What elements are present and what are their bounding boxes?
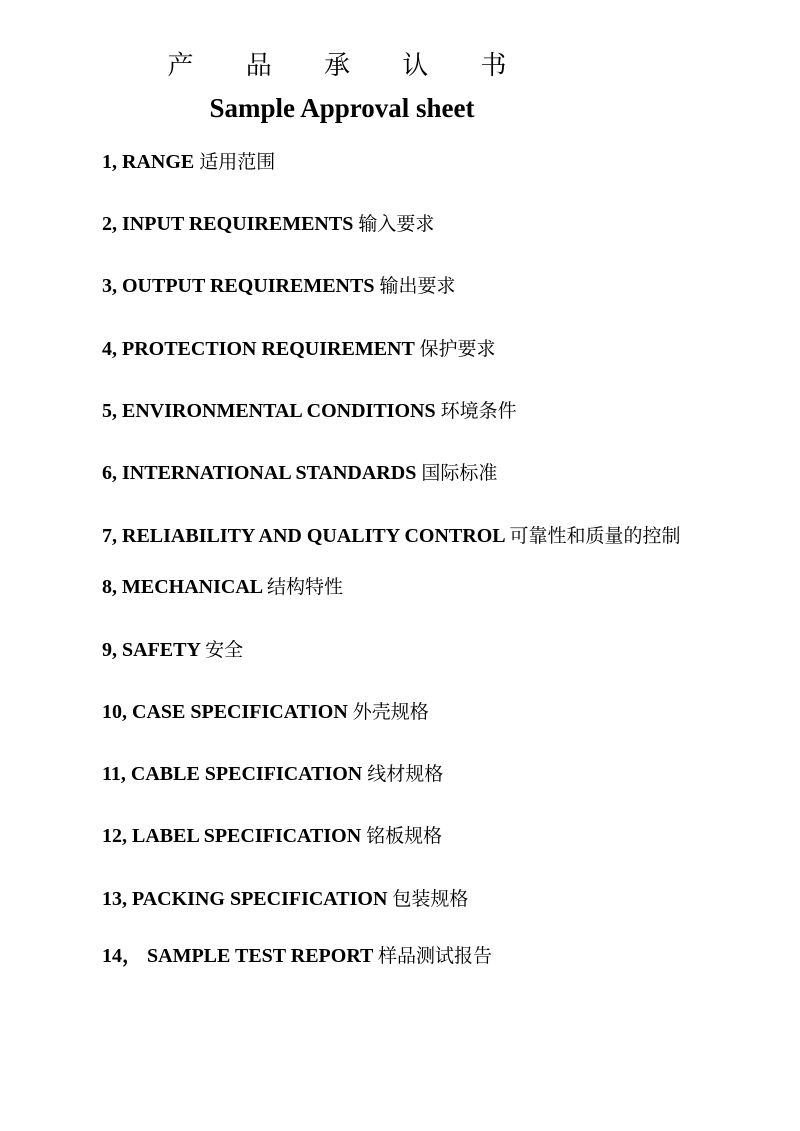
section-label-chinese: 输入要求 xyxy=(358,213,435,235)
section-label-chinese: 适用范围 xyxy=(199,151,276,173)
section-item-environmental-conditions xyxy=(102,397,517,425)
section-label: 14， SAMPLE TEST REPORT xyxy=(102,945,379,967)
section-label-chinese: 国际标准 xyxy=(421,462,498,484)
section-label-chinese: 包装规格 xyxy=(392,888,469,910)
section-label-chinese: 可靠性和质量的控制 xyxy=(509,525,681,547)
section-label: 10, CASE SPECIFICATION xyxy=(102,701,353,723)
section-label-chinese: 安全 xyxy=(205,639,244,661)
section-label: 1, RANGE xyxy=(102,151,200,173)
section-label-chinese: 样品测试报告 xyxy=(378,945,493,967)
section-item-protection-requirement xyxy=(102,335,495,363)
section-label-chinese: 线材规格 xyxy=(367,763,444,785)
section-label: 7, RELIABILITY AND QUALITY CONTROL xyxy=(102,525,510,547)
section-label-chinese: 铭板规格 xyxy=(366,825,443,847)
section-item-packing-specification xyxy=(102,885,468,913)
section-label: 6, INTERNATIONAL STANDARDS xyxy=(102,462,422,484)
section-label-chinese: 外壳规格 xyxy=(352,701,429,723)
section-item-sample-test-report xyxy=(102,942,492,970)
section-item-label-specification xyxy=(102,822,442,850)
section-label: 13, PACKING SPECIFICATION xyxy=(102,888,393,910)
section-item-input-requirements xyxy=(102,210,434,238)
section-item-output-requirements xyxy=(102,272,455,300)
section-label: 4, PROTECTION REQUIREMENT xyxy=(102,338,420,360)
section-label-chinese: 结构特性 xyxy=(267,576,344,598)
section-item-cable-specification xyxy=(102,760,443,788)
section-label: 3, OUTPUT REQUIREMENTS xyxy=(102,275,380,297)
title-chinese: 产 品 承 认 书 xyxy=(167,51,529,81)
section-label-chinese: 输出要求 xyxy=(379,275,456,297)
section-label: 2, INPUT REQUIREMENTS xyxy=(102,213,359,235)
section-label: 9, SAFETY xyxy=(102,639,206,661)
section-label: 8, MECHANICAL xyxy=(102,576,268,598)
title-english: Sample Approval sheet xyxy=(209,93,475,123)
section-label: 12, LABEL SPECIFICATION xyxy=(102,825,367,847)
section-item-safety xyxy=(102,636,243,664)
section-label-chinese: 保护要求 xyxy=(419,338,496,360)
section-label-chinese: 环境条件 xyxy=(440,400,517,422)
section-item-case-specification xyxy=(102,698,429,726)
section-item-range xyxy=(102,148,275,176)
section-item-mechanical xyxy=(102,573,343,601)
section-label: 11, CABLE SPECIFICATION xyxy=(102,763,368,785)
section-label: 5, ENVIRONMENTAL CONDITIONS xyxy=(102,400,441,422)
section-item-international-standards xyxy=(102,459,497,487)
section-item-reliability-quality-control xyxy=(102,522,681,550)
